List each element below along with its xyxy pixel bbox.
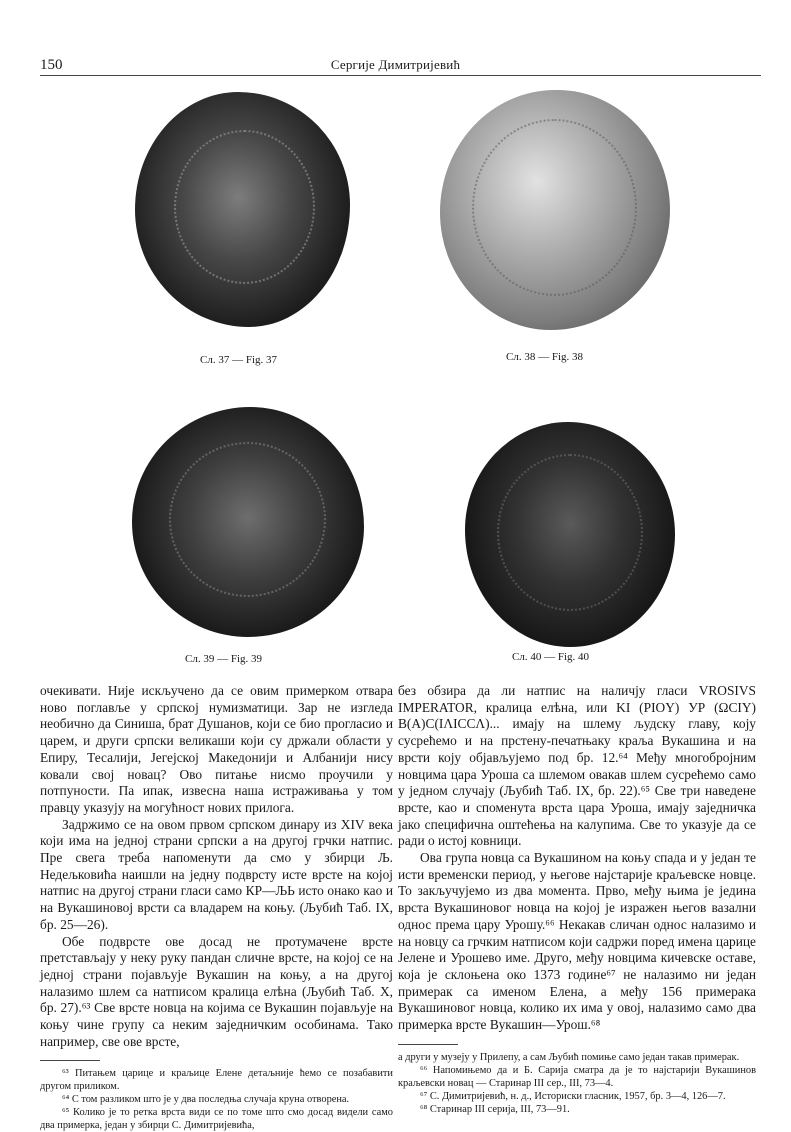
header-rule	[40, 75, 761, 76]
coin-image-38	[440, 90, 670, 330]
footnote-68: ⁶⁸ Старинар III серија, III, 73—91.	[420, 1103, 570, 1115]
figure-caption-37: Сл. 37 — Fig. 37	[200, 354, 277, 366]
page-number: 150	[40, 57, 63, 73]
running-head: Сергије Димитријевић	[330, 57, 461, 72]
figure-caption-40: Сл. 40 — Fig. 40	[512, 651, 589, 663]
figure-caption-38: Сл. 38 — Fig. 38	[506, 351, 583, 363]
footnote-65: ⁶⁵ Колико је то ретка врста види се по томе што смо досад видели само два примерка, један у збирци С. Димитријевића,	[40, 1107, 393, 1132]
body-paragraph: Ова група новца са Вукашином на коњу спада и у један те исти временски период, у његове најстарије краљевске новце. То закључујемо из два момента. Прво, међу њима је једина врста Вукашиновог новца на којој је изражен његов вазални однос према цару Урошу.⁶⁶ Некакав сличан однос налазимо и на новцу са грчким натписом који садржи поред имена царице Јелене и Урошево име. Друго, међу новцима кичевске оставе, која је склоњена око 1373 године⁶⁷ не налазимо ни један примерак са именом Елена, а међу 156 примерака Вукашиновог новца, колико их има у овој, налазимо само два примерка врсте Вукашин—Урош.⁶⁸	[398, 850, 756, 1033]
footnote-66: ⁶⁶ Напомињемо да и Б. Саријa сматра да је то најстарији Вукашинов краљевски новац — Старинар III сер., III, 73—4.	[398, 1064, 756, 1089]
body-paragraph: без обзира да ли натпис на наличју гласи VROSIVS IMPERATOR, кралица елѣна, или KI (PIOY) УР (ΩCIY) B(A)C(IΛICCΛ)... имају на шлему људску главу, коју сусрећемо и на прстену-печатњаку краља Вукашина и на врсти коју објављујемо под бр. 12.⁶⁴ Међу многобројним новцима цара Уроша са шлемом овакав шлем сусрећемо само у једном случају (Љубић Таб. IX, бр. 22).⁶⁵ Све три наведене врсте, као и споменута врста цара Уроша, имају заједничка јако специфична оштећења на калупима. Све то указује да се ради о истој ковници.	[398, 683, 756, 849]
body-paragraph: Задржимо се на овом првом српском динару из XIV века који има на једној страни српски а на другој грчки натпис. Пре свега треба напоменути да смо у збирци Љ. Недељковића наишли на једну подврсту исте врсте на којој натпис на другој страни гласи само КР—ЉЬ исто онако као и на Вукашиновој врсти са владарем на коњу. (Љубић Таб. IX, бр. 25—26).	[40, 816, 393, 932]
footnote-67: ⁶⁷ С. Димитријевић, н. д., Историски гласник, 1957, бр. 3—4, 126—7.	[420, 1090, 726, 1102]
body-paragraph: Обе подврсте ове досад не протумачене врсте претстављају у неку руку пандан сличне врсте, на којој се на једној страни појављује Вукашин на коњу, а на другој налазимо шлем са натписом кралица елѣна (Љубић Таб. X, бр. 27).⁶³ Све врсте новца на којима се Вукашин појављује на коњу чине групу са неким заједничким особинама. Тако например, све ове врсте,	[40, 933, 393, 1049]
footnote-continued: а други у музеју у Прилепу, а сам Љубић помиње само један такав примерак.	[398, 1051, 740, 1063]
coin-image-37	[135, 92, 350, 327]
right-column	[398, 683, 756, 1116]
figure-caption-39: Сл. 39 — Fig. 39	[185, 653, 262, 665]
footnote-64: ⁶⁴ С том разликом што је у два последња случаја круна отворена.	[62, 1094, 350, 1106]
left-column	[40, 683, 393, 1132]
footnote-rule	[398, 1044, 458, 1045]
coin-image-39	[132, 407, 364, 637]
body-paragraph: очекивати. Није искључено да се овим примерком отвара ново поглавље у српској нумизматици. Зар не изгледа необично да Синиша, брат Душанов, који се био прогласио и царем, и други српски великаши који су држали области у Епиру, Тесалији, Јегејској Македонији и Албанији нису ковали свој новац? Ово питање нисмо проучили у потпуности. Па ипак, извесна наша истраживања у том правцу указују на могућност нових прилога.	[40, 683, 393, 815]
coin-image-40	[465, 422, 675, 647]
footnote-rule	[40, 1060, 100, 1061]
footnote-63: ⁶³ Питањем царице и краљице Елене детаљније ћемо се позабавити другом приликом.	[40, 1068, 393, 1093]
